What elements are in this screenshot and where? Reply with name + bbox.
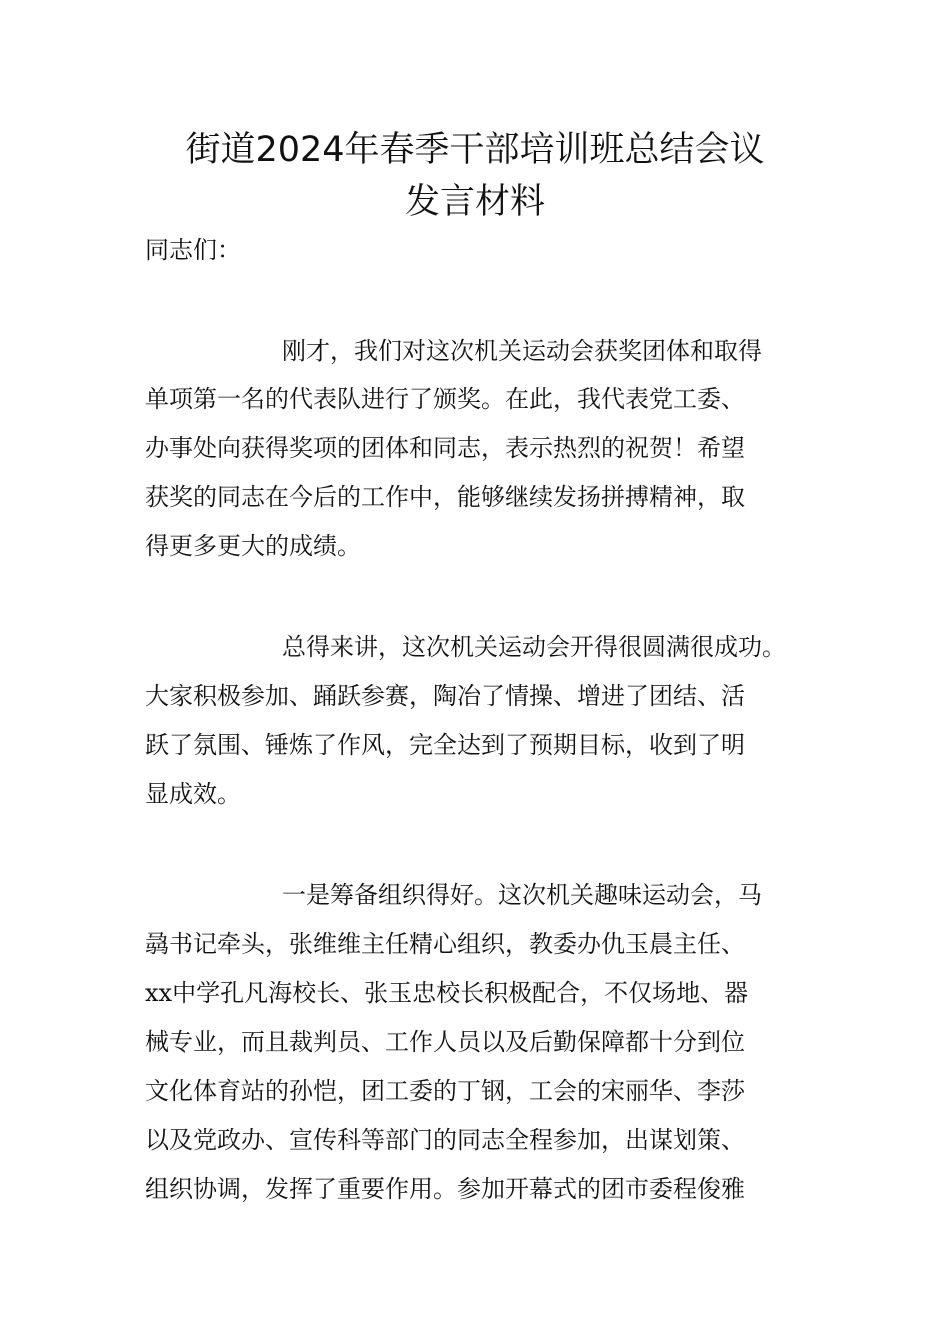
salutation: 同志们： <box>145 236 241 264</box>
paragraph-3-line-7: 组织协调，发挥了重要作用。参加开幕式的团市委程俊雅 <box>145 1175 745 1203</box>
paragraph-2-line-4: 显成效。 <box>145 780 241 808</box>
paragraph-1-line-1: 刚才，我们对这次机关运动会获奖团体和取得 <box>282 337 762 365</box>
paragraph-2-line-2: 大家积极参加、踊跃参赛，陶冶了情操、增进了团结、活 <box>145 682 745 710</box>
paragraph-3-line-6: 以及党政办、宣传科等部门的同志全程参加，出谋划策、 <box>145 1126 745 1154</box>
paragraph-3-line-2: 骉书记牵头，张维维主任精心组织，教委办仇玉晨主任、 <box>145 930 745 958</box>
document-title-line-2: 发言材料 <box>404 182 545 222</box>
paragraph-1-line-3: 办事处向获得奖项的团体和同志，表示热烈的祝贺！希望 <box>145 434 745 462</box>
paragraph-1-line-4: 获奖的同志在今后的工作中，能够继续发扬拼搏精神，取 <box>145 483 745 511</box>
paragraph-3-line-3: xx中学孔凡海校长、张玉忠校长积极配合，不仅场地、器 <box>145 979 749 1007</box>
paragraph-3-line-4: 械专业，而且裁判员、工作人员以及后勤保障都十分到位 <box>145 1028 745 1056</box>
paragraph-3-line-5: 文化体育站的孙恺，团工委的丁钢，工会的宋丽华、李莎 <box>145 1077 745 1105</box>
paragraph-2-line-1: 总得来讲，这次机关运动会开得很圆满很成功。 <box>282 633 786 661</box>
paragraph-3-line-1: 一是筹备组织得好。这次机关趣味运动会，马 <box>282 881 762 909</box>
paragraph-1-line-2: 单项第一名的代表队进行了颁奖。在此，我代表党工委、 <box>145 385 745 413</box>
document-title-line-1: 街道2024年春季干部培训班总结会议 <box>185 130 765 170</box>
paragraph-1-line-5: 得更多更大的成绩。 <box>145 532 361 560</box>
paragraph-2-line-3: 跃了氛围、锤炼了作风，完全达到了预期目标，收到了明 <box>145 731 745 759</box>
